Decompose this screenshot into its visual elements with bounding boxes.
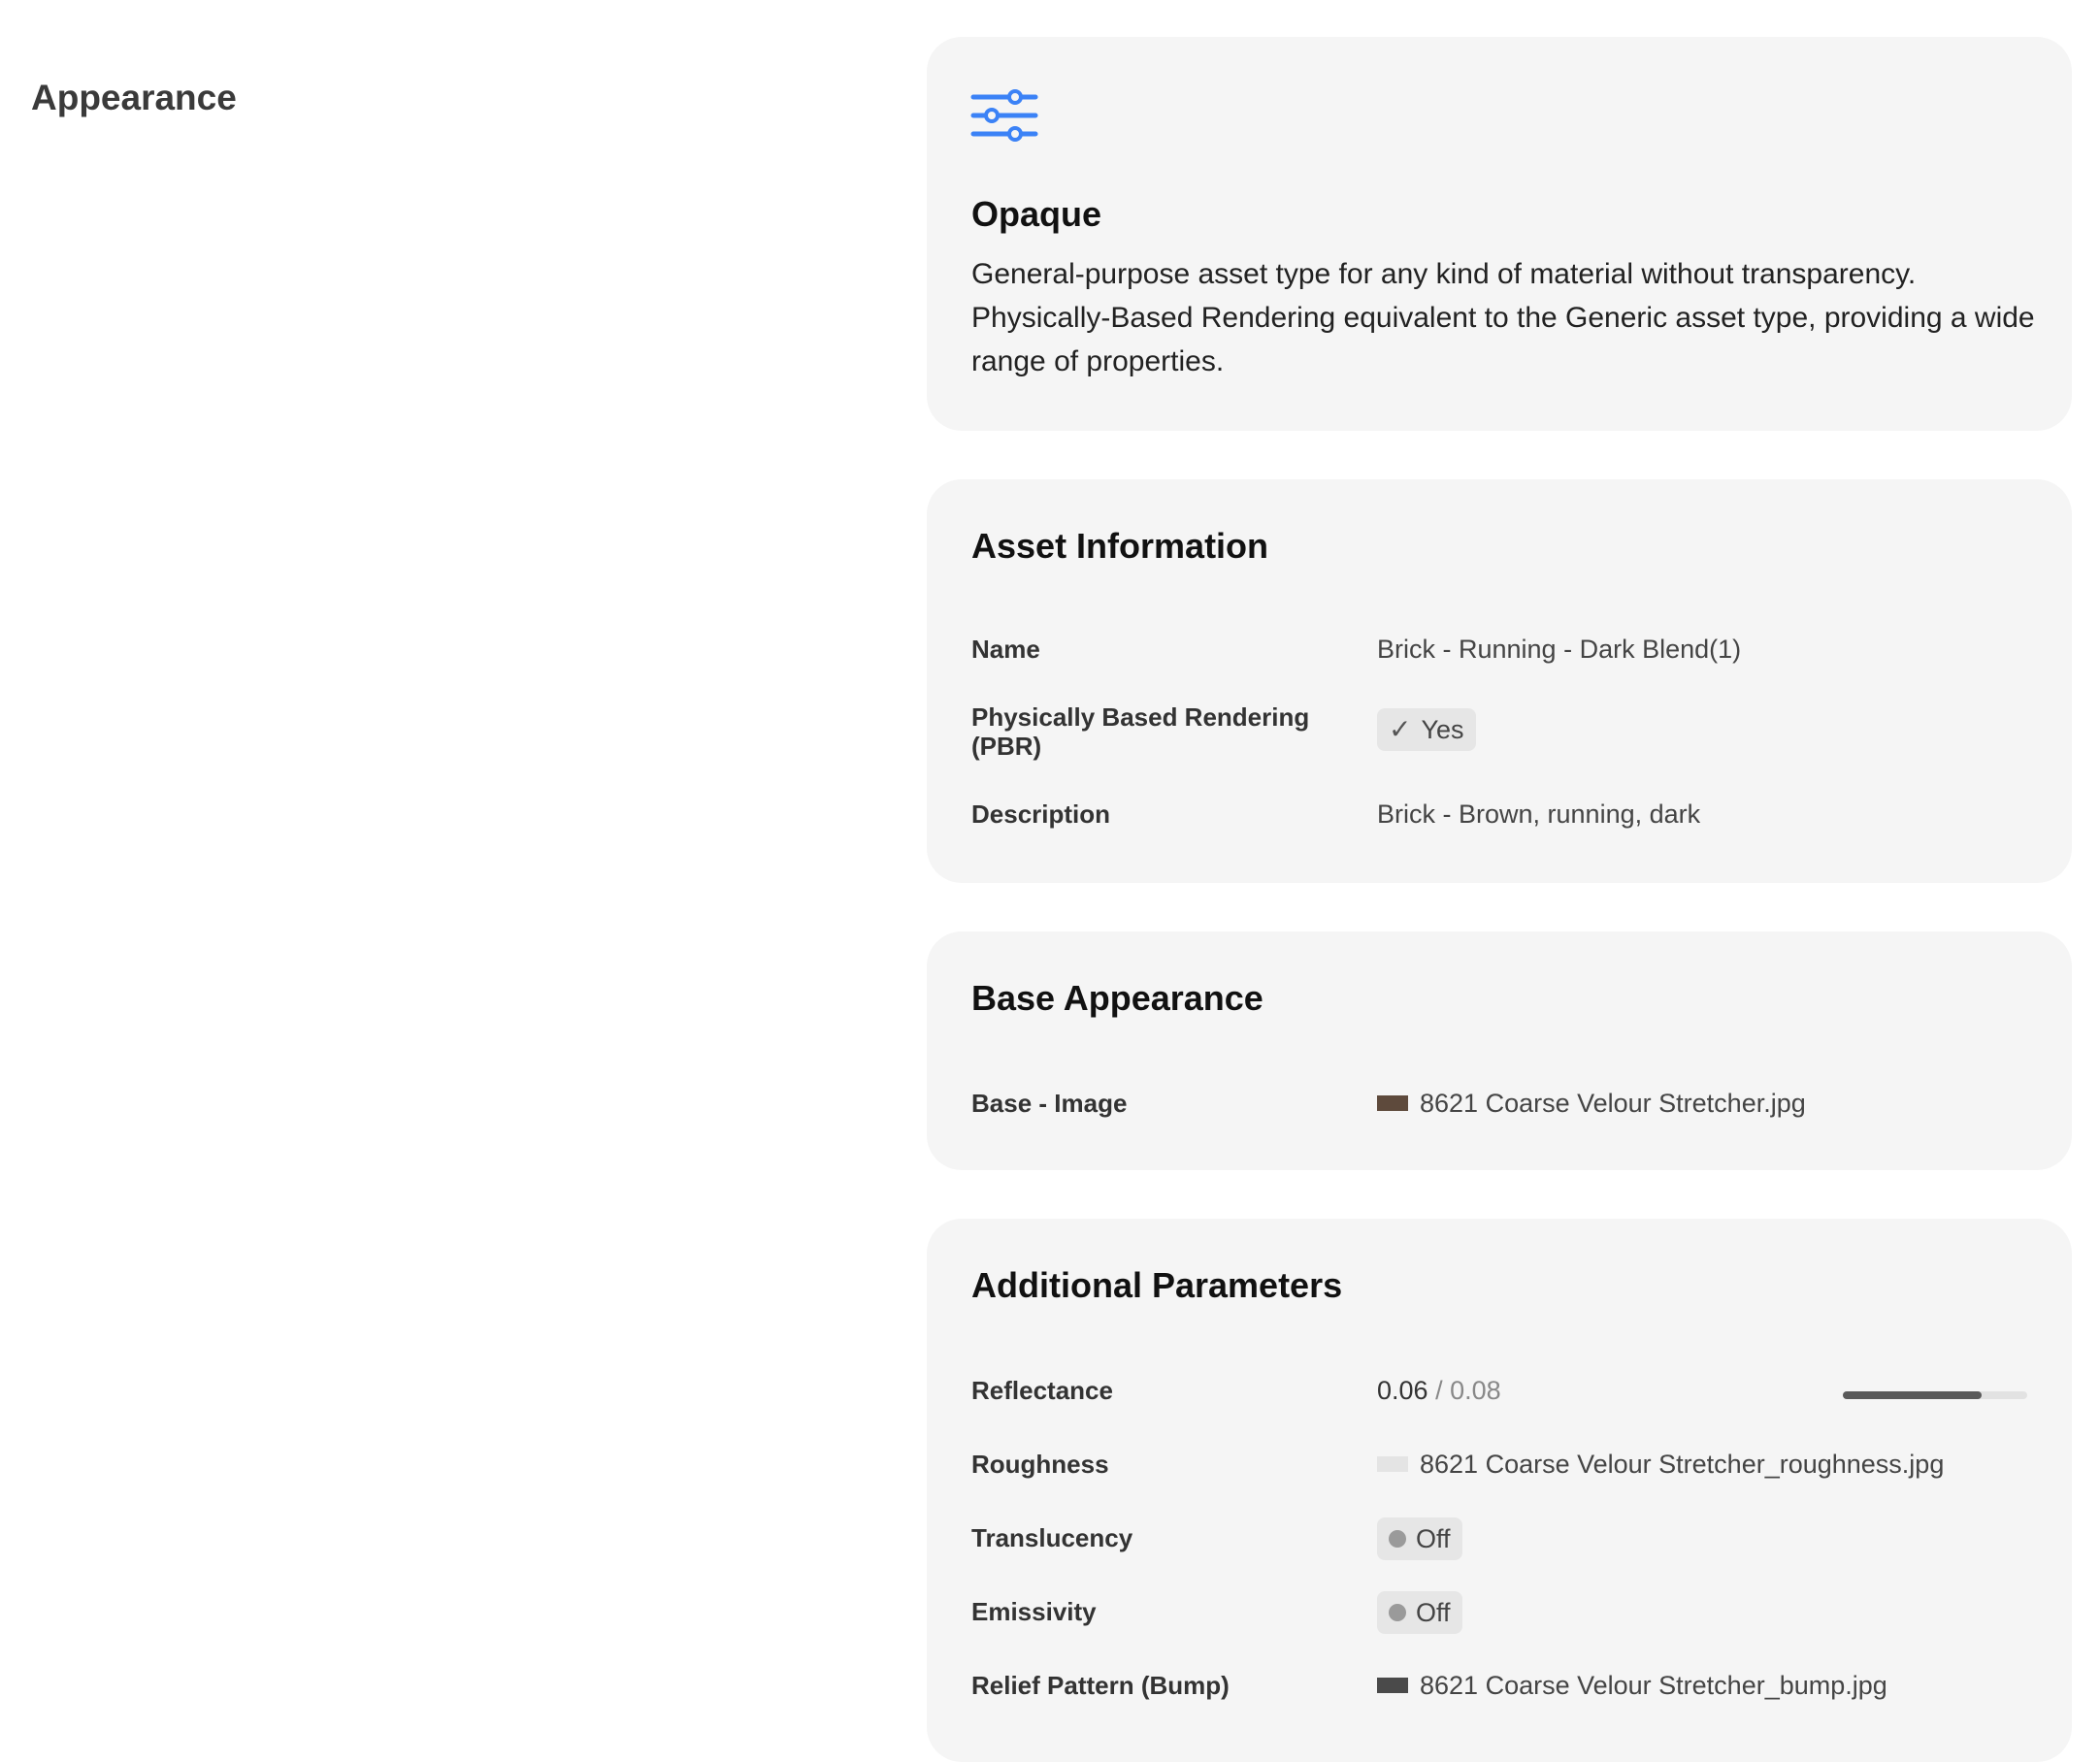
base-image-label: Base - Image	[971, 1089, 1128, 1118]
bump-label: Relief Pattern (Bump)	[971, 1671, 1230, 1700]
translucency-label: Translucency	[971, 1523, 1133, 1552]
bump-value[interactable]	[1377, 1671, 1887, 1700]
base-image-row[interactable]	[971, 1089, 2027, 1147]
translucency-state: Off	[1416, 1524, 1451, 1553]
additional-parameters-title: Additional Parameters	[971, 1265, 1343, 1305]
description-row	[971, 799, 2027, 858]
opaque-card	[927, 37, 2072, 431]
reflectance-label: Reflectance	[971, 1376, 1113, 1405]
pbr-badge	[1377, 708, 1476, 751]
emissivity-value[interactable]	[1377, 1591, 1462, 1634]
name-row	[971, 635, 2027, 693]
roughness-label: Roughness	[971, 1450, 1109, 1479]
sliders-icon	[969, 85, 1039, 146]
off-dot-icon	[1389, 1530, 1406, 1548]
base-appearance-title: Base Appearance	[971, 978, 1263, 1018]
emissivity-label: Emissivity	[971, 1597, 1097, 1626]
check-icon: ✓	[1389, 714, 1412, 744]
translucency-row[interactable]	[971, 1517, 2027, 1576]
reflectance-value	[1377, 1376, 1501, 1405]
additional-parameters-card	[927, 1219, 2072, 1762]
base-image-value[interactable]	[1377, 1089, 1806, 1118]
roughness-swatch	[1377, 1456, 1408, 1472]
emissivity-toggle[interactable]	[1377, 1591, 1462, 1634]
off-dot-icon	[1389, 1604, 1406, 1621]
emissivity-state: Off	[1416, 1598, 1451, 1627]
pbr-badge-label: Yes	[1421, 715, 1464, 744]
reflectance-max: 0.08	[1450, 1376, 1501, 1405]
asset-information-title: Asset Information	[971, 526, 1269, 566]
section-title: Appearance	[31, 78, 237, 117]
roughness-filename: 8621 Coarse Velour Stretcher_roughness.jpg	[1420, 1450, 1945, 1479]
asset-information-card	[927, 479, 2072, 883]
emissivity-row[interactable]	[971, 1591, 2027, 1649]
base-image-filename: 8621 Coarse Velour Stretcher.jpg	[1420, 1089, 1806, 1118]
base-appearance-card	[927, 931, 2072, 1170]
name-label: Name	[971, 635, 1040, 664]
pbr-row	[971, 702, 2027, 770]
description-value: Brick - Brown, running, dark	[1377, 799, 1701, 829]
roughness-value[interactable]	[1377, 1450, 1944, 1479]
reflectance-slider-fill	[1843, 1391, 1982, 1399]
reflectance-slider[interactable]	[1843, 1391, 2027, 1399]
description-label: Description	[971, 799, 1111, 829]
bump-filename: 8621 Coarse Velour Stretcher_bump.jpg	[1420, 1671, 1887, 1700]
translucency-toggle[interactable]	[1377, 1517, 1462, 1560]
pbr-value	[1377, 708, 1476, 751]
opaque-title: Opaque	[971, 194, 1102, 234]
pbr-label: Physically Based Rendering (PBR)	[971, 702, 1310, 761]
name-value: Brick - Running - Dark Blend(1)	[1377, 635, 1742, 664]
reflectance-separator: /	[1427, 1376, 1451, 1405]
bump-row[interactable]	[971, 1671, 2027, 1729]
roughness-row[interactable]	[971, 1450, 2027, 1508]
base-image-swatch	[1377, 1095, 1408, 1111]
bump-swatch	[1377, 1678, 1408, 1693]
opaque-description: General-purpose asset type for any kind of material without transparency. Physically-Based Rendering equivalent to the Generic asset type, providing a wide range of properties.	[971, 258, 2035, 377]
reflectance-row[interactable]	[971, 1376, 2027, 1434]
translucency-value[interactable]	[1377, 1517, 1462, 1560]
reflectance-current: 0.06	[1377, 1376, 1428, 1405]
